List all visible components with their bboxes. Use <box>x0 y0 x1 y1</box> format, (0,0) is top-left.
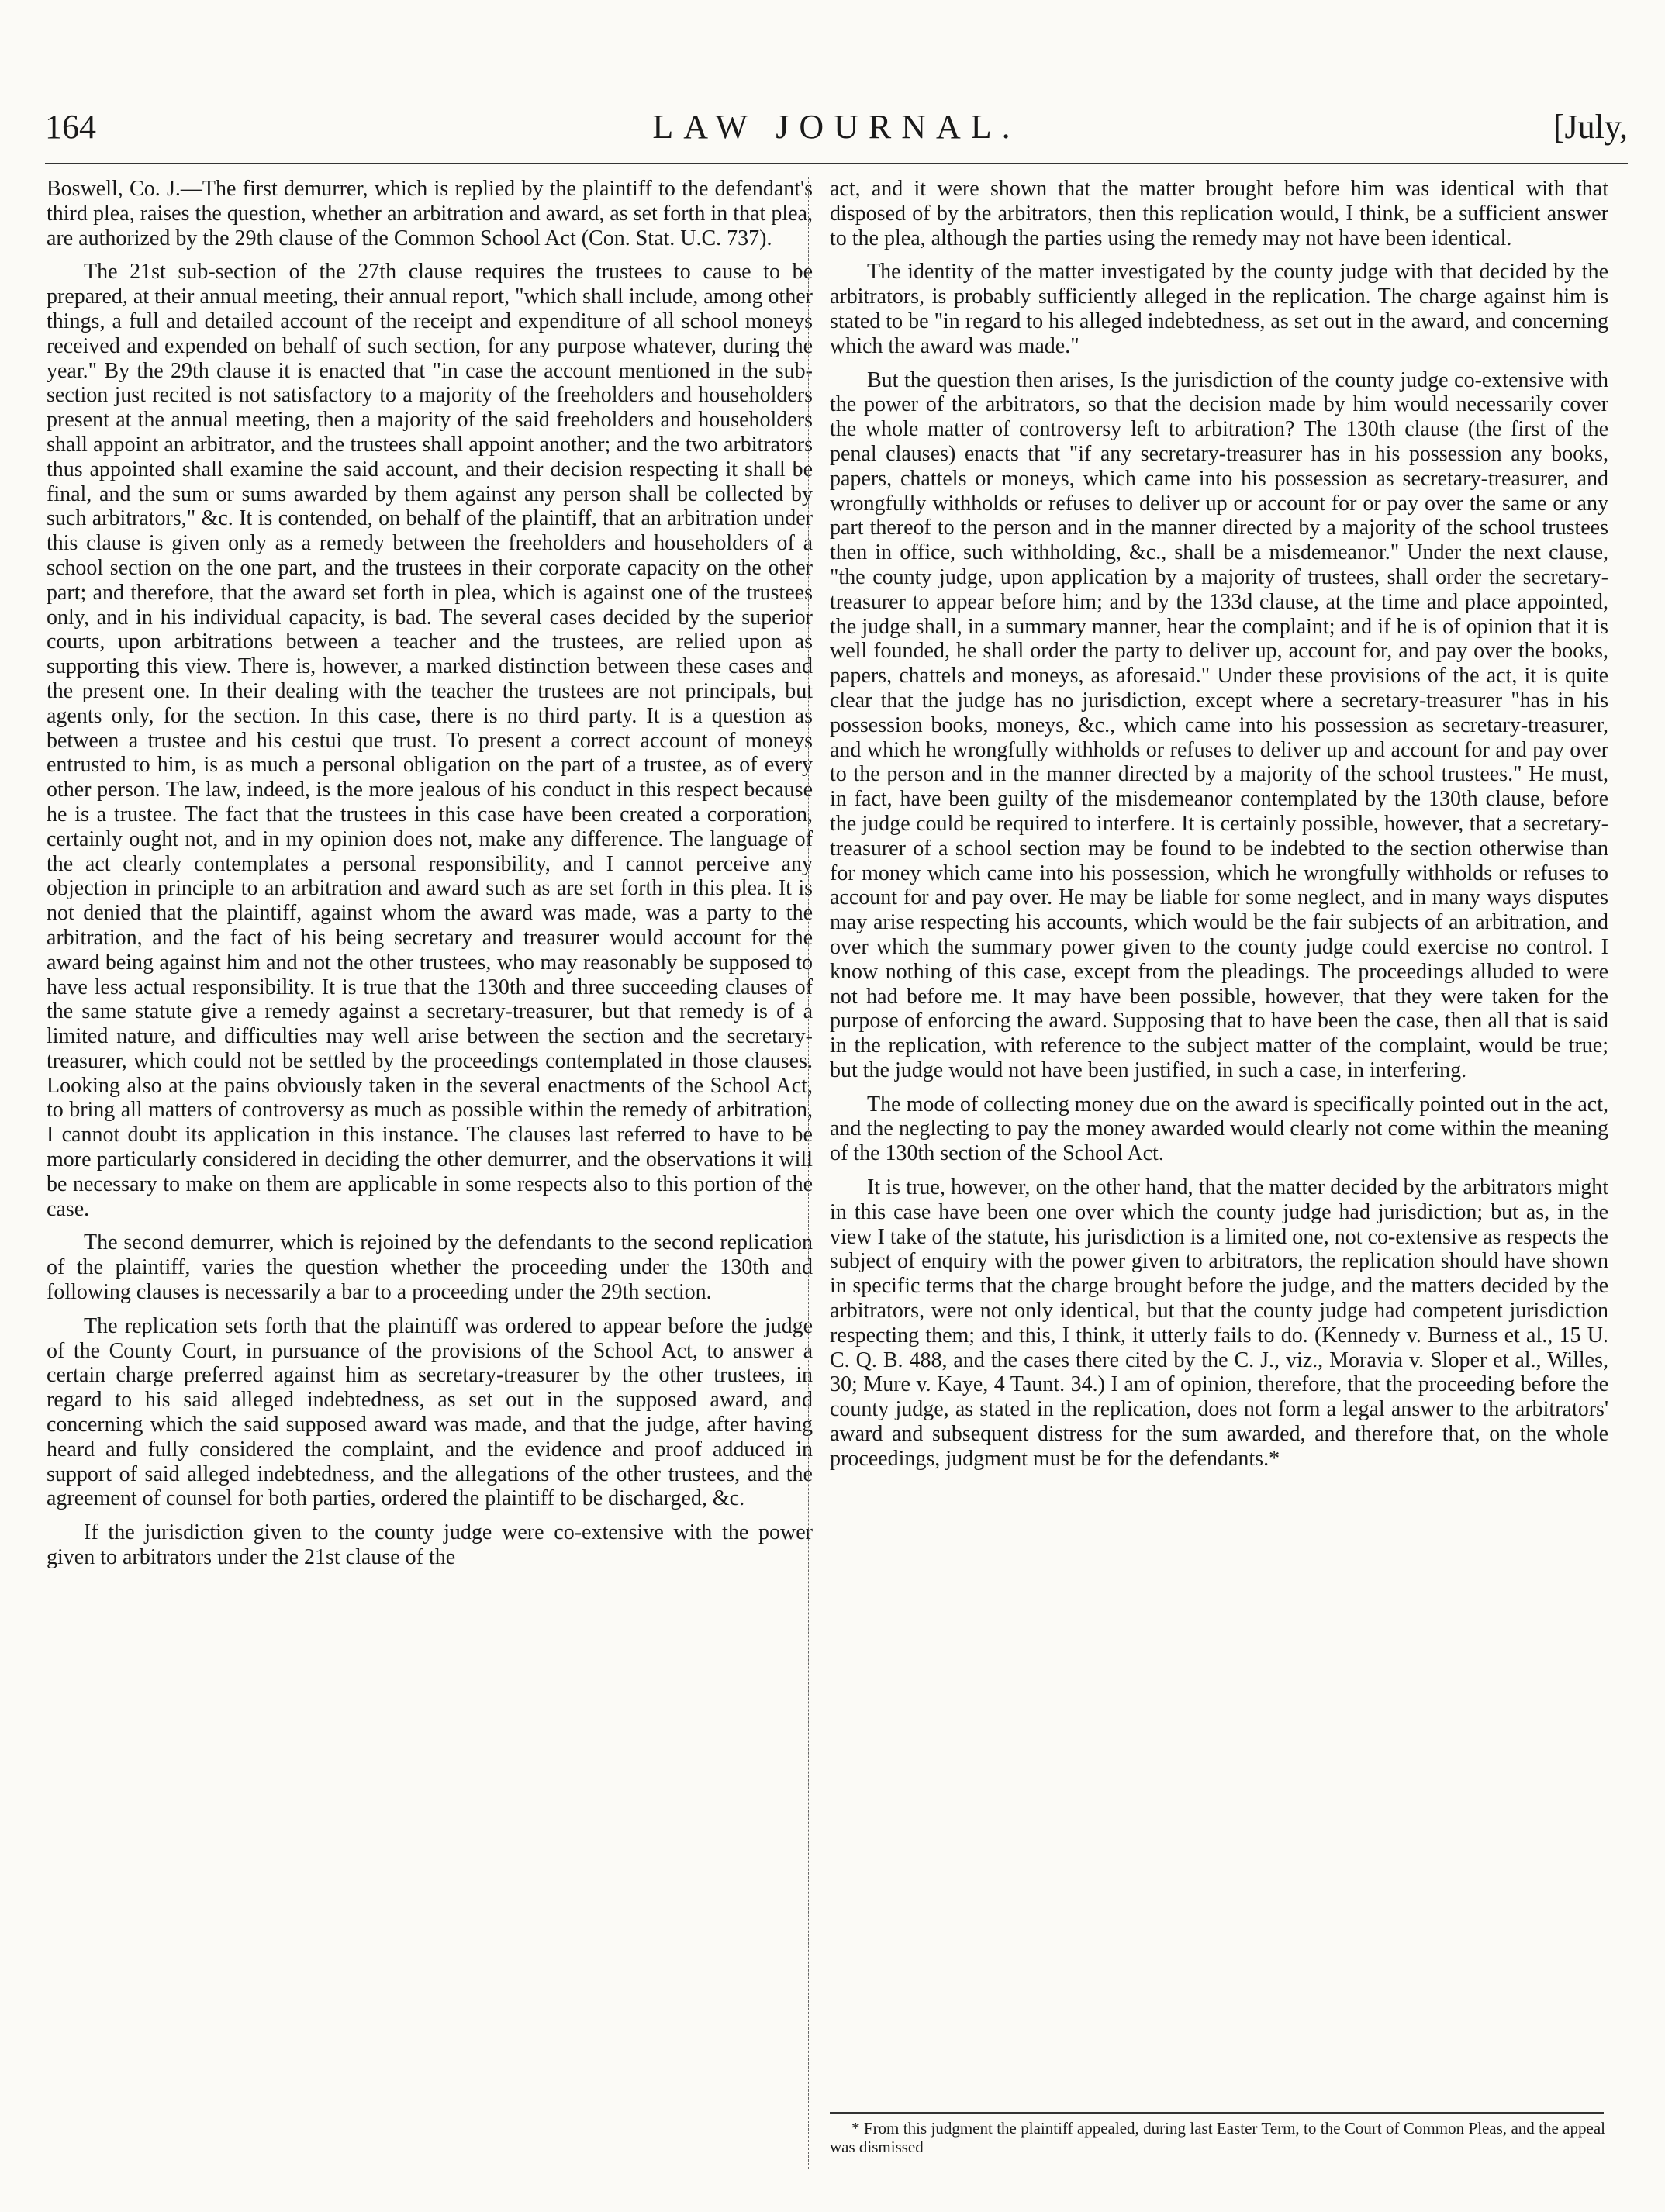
right-column <box>830 177 1608 1481</box>
paragraph: But the question then arises, Is the jurisdiction of the county judge co-extensive with the power of the arbitrators, so that the decision made by him would necessarily cover the whole matter of controversy left to arbitration? The 130th clause (the first of the penal clauses) enacts that "if any secretary-treasurer has in his possession any books, papers, chattels or moneys, which came into his possession as secretary-treasurer, and wrongfully withholds or refuses to deliver up or account for or pay over the same or any part thereof to the person and in the manner directed by a majority of the school trustees then in office, such withholding, &c., shall be a misdemeanor." Under the next clause, "the county judge, upon application by a majority of trustees, shall order the secretary-treasurer to appear before him; and by the 133d clause, at the time and place appointed, the judge shall, in a summary manner, hear the complaint; and if he is of opinion that it is well founded, he shall order the party to deliver up, account for, and pay over the books, papers, chattels and moneys, as aforesaid." Under these provisions of the act, it is quite clear that the judge has no jurisdiction, except where a secretary-treasurer "has in his possession books, moneys, &c., which came into his possession as secretary-treasurer, and which he wrongfully withholds or refuses to deliver up and account for and pay over to the person and in the manner directed by a majority of the school trustees." He must, in fact, have been guilty of the misdemeanor contemplated by the 130th clause, before the judge could be required to interfere. It is certainly possible, however, that a secretary-treasurer of a school section may be found to be indebted to the section otherwise than for money which came into his possession, which he wrongfully withholds or refuses to account for and pay over. He may be liable for some neglect, and in many ways disputes may arise respecting his accounts, which would be the fair subjects of an arbitration, and over which the summary power given to the county judge could exercise no control. I know nothing of this case, except from the pleadings. The proceedings alluded to were not had before me. It may have been possible, however, that they were taken for the purpose of enforcing the award. Supposing that to have been the case, then all that is said in the replication, with reference to the subject matter of the complaint, would be true; but the judge would not have been justified, in such a case, in interfering. <box>830 368 1608 1082</box>
left-column <box>47 177 813 1579</box>
paragraph: The replication sets forth that the plaintiff was ordered to appear before the judge of the County Court, in pursuance of the provisions of the School Act, to answer a certain charge preferred against him as secretary-treasurer by the other trustees, in regard to his said alleged indebtedness, as set out in the supposed award, and concerning which the said supposed award was made, and that the judge, after having heard and fully considered the complaint, and the evidence and proof adduced in support of said alleged indebtedness, and the allegations of the other trustees, and the agreement of counsel for both parties, ordered the plaintiff to be discharged, &c. <box>47 1313 813 1511</box>
paragraph: Boswell, Co. J.—The first demurrer, which is replied by the plaintiff to the defendant's third plea, raises the question, whether an arbitration and award, as set forth in that plea, are authorized by the 29th clause of the Common School Act (Con. Stat. U.C. 737). <box>47 177 813 250</box>
paragraph: The mode of collecting money due on the award is specifically pointed out in the act, and the neglecting to pay the money awarded would clearly not come within the meaning of the 130th section of the School Act. <box>830 1092 1608 1166</box>
paragraph: The 21st sub-section of the 27th clause requires the trustees to cause to be prepared, at their annual meeting, their annual report, "which shall include, among other things, a full and detailed account of the receipt and expenditure of all school moneys received and expended on behalf of such section, for any purpose whatever, during the year." By the 29th clause it is enacted that "in case the account mentioned in the sub-section just recited is not satisfactory to a majority of the freeholders and householders present at the annual meeting, then a majority of the said freeholders and householders shall appoint an arbitrator, and the trustees shall appoint another; and the two arbitrators thus appointed shall examine the said account, and their decision respecting it shall be final, and the sum or sums awarded by them against any person shall be collected by such arbitrators," &c. It is contended, on behalf of the plaintiff, that an arbitration under this clause is given only as a remedy between the freeholders and householders of a school section on the one part, and the trustees in their corporate capacity on the other part; and therefore, that the award set forth in plea, which is against one of the trustees only, and in his individual capacity, is bad. The several cases decided by the superior courts, upon arbitrations between a teacher and the trustees, are relied upon as supporting this view. There is, however, a marked distinction between these cases and the present one. In their dealing with the teacher the trustees are not principals, but agents only, for the section. In this case, there is no third party. It is a question as between a trustee and his cestui que trust. To present a correct account of moneys entrusted to him, is as much a personal obligation on the part of a trustee, as of every other person. The law, indeed, is the more jealous of his conduct in this respect because he is a trustee. The fact that the trustees in this case have been created a corporation, certainly ought not, and in my opinion does not, make any difference. The language of the act clearly contemplates a personal responsibility, and I cannot perceive any objection in principle to an arbitration and award such as are set forth in this plea. It is not denied that the plaintiff, against whom the award was made, was a party to the arbitration, and the fact of his being secretary and treasurer would account for the award being against him and not the other trustees, who may reasonably be supposed to have less actual responsibility. It is true that the 130th and three succeeding clauses of the same statute give a remedy against a secretary-treasurer, but that remedy is of a limited nature, and difficulties may well arise between the section and the secretary-treasurer, which could not be settled by the proceedings contemplated in those clauses. Looking also at the pains obviously taken in the several enactments of the School Act, to bring all matters of controversy as much as possible within the remedy of arbitration, I cannot doubt its application in this instance. The clauses last referred to have to be more particularly considered in deciding the other demurrer, and the observations it will be necessary to make on them are applicable in some respects also to this portion of the case. <box>47 260 813 1221</box>
footnote-text: * From this judgment the plaintiff appealed, during last Easter Term, to the Court of Common Pleas, and the appeal was dismissed <box>830 2119 1605 2156</box>
paragraph: If the jurisdiction given to the county judge were co-extensive with the power given to arbitrators under the 21st clause of the <box>47 1520 813 1570</box>
paragraph: It is true, however, on the other hand, that the matter decided by the arbitrators might in this case have been one over which the county judge had jurisdiction; but as, in the view I take of the statute, his jurisdiction is a limited one, not co-extensive as respects the subject of enquiry with the power given to arbitrators, the replication should have shown in specific terms that the charge brought before the judge, and the matters decided by the arbitrators, were not only identical, but that the county judge had competent jurisdiction respecting them; and this, I think, it utterly fails to do. (Kennedy v. Burness et al., 15 U. C. Q. B. 488, and the cases there cited by the C. J., viz., Moravia v. Sloper et al., Willes, 30; Mure v. Kaye, 4 Taunt. 34.) I am of opinion, therefore, that the proceeding before the county judge, as stated in the replication, does not form a legal answer to the arbitrators' award and subsequent distress for the sum awarded, and therefore that, on the whole proceedings, judgment must be for the defendants.* <box>830 1175 1608 1471</box>
page-number: 164 <box>45 108 96 146</box>
page-header <box>45 107 1628 157</box>
journal-title: LAW JOURNAL. <box>652 108 1021 146</box>
footnote-rule <box>830 2112 1604 2114</box>
issue-month: [July, <box>1553 108 1628 146</box>
column-divider <box>808 177 809 2169</box>
footnote <box>830 2119 1605 2156</box>
paragraph: The identity of the matter investigated by the county judge with that decided by the arbitrators, is probably sufficiently alleged in the replication. The charge against him is stated to be "in regard to his alleged indebtedness, as set out in the award, and concerning which the award was made." <box>830 260 1608 358</box>
paragraph: The second demurrer, which is rejoined by the defendants to the second replication of the plaintiff, varies the question whether the proceeding under the 130th and following clauses is necessarily a bar to a proceeding under the 29th section. <box>47 1230 813 1305</box>
header-rule <box>45 163 1628 164</box>
paragraph: act, and it were shown that the matter brought before him was identical with that disposed of by the arbitrators, then this replication would, I think, be a sufficient answer to the plea, although the parties using the remedy may not have been identical. <box>830 177 1608 250</box>
